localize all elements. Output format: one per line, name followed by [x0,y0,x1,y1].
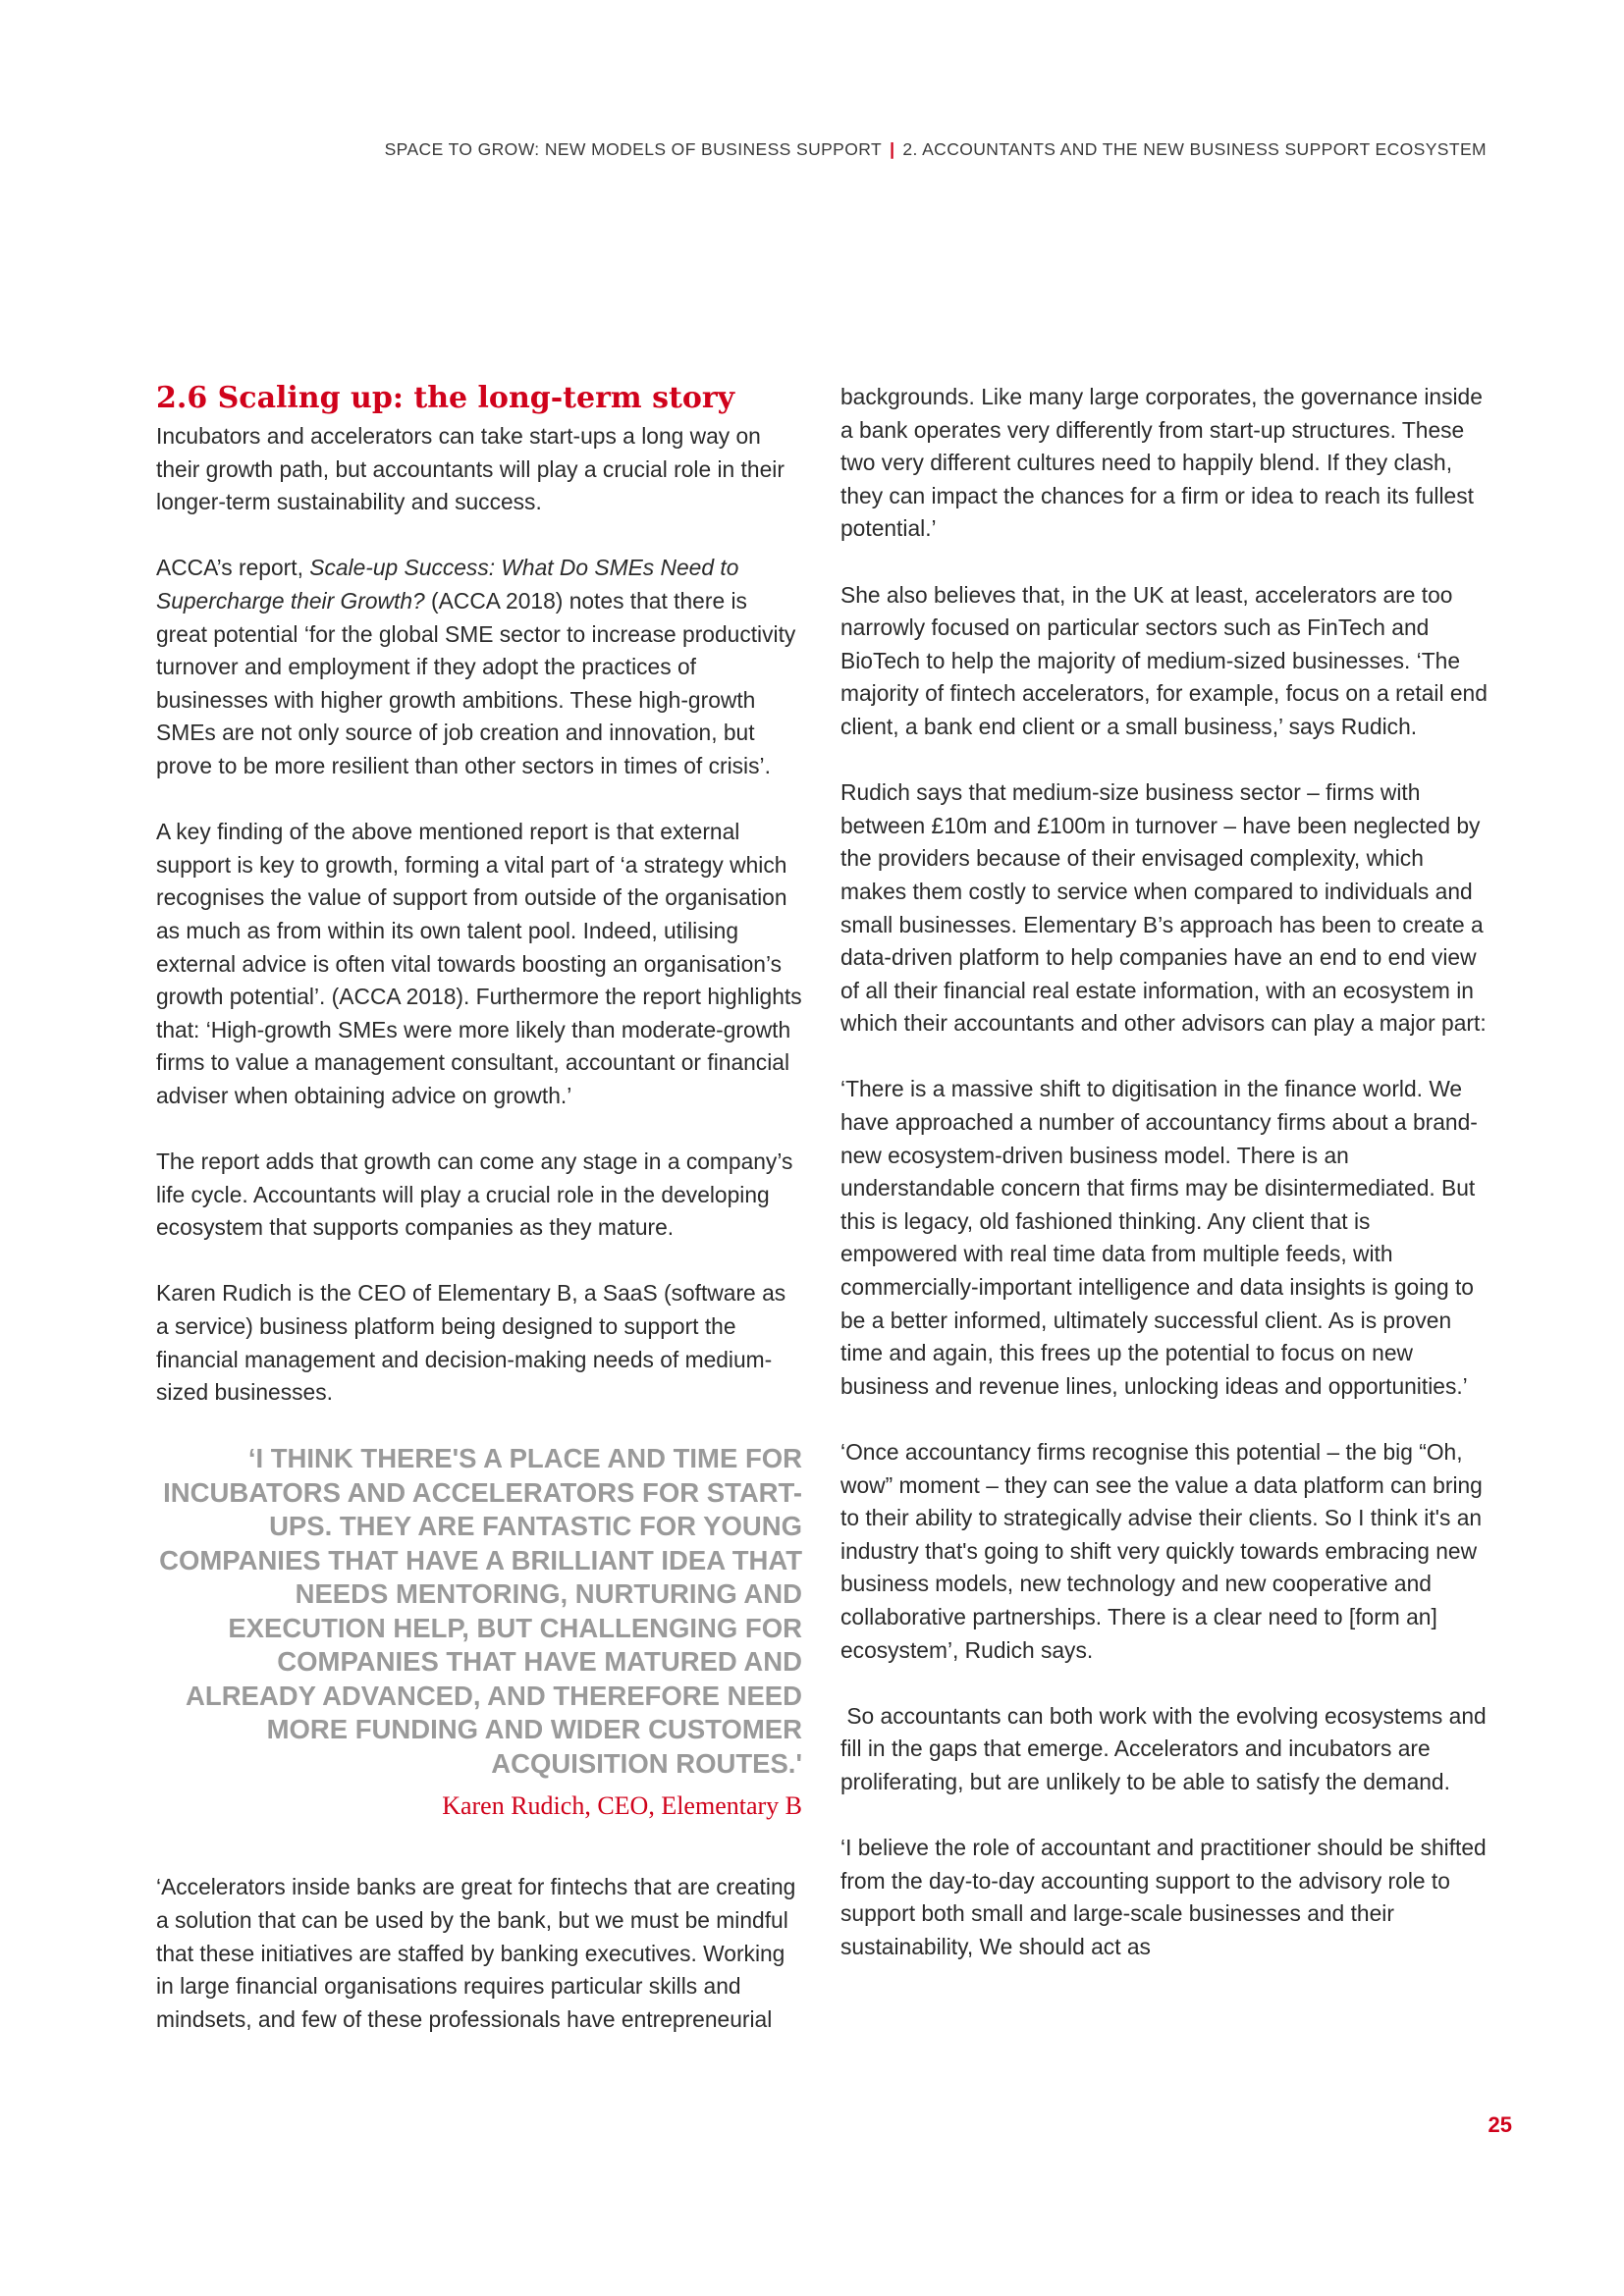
body-paragraph: ‘I believe the role of accountant and practitioner should be shifted from the day-to-day accounting support to the advisory role to support both small and large-scale businesses and their sustainability, We should act as [840,1835,1487,1959]
running-header [385,139,1487,160]
body-paragraph: So accountants can both work with the evolving ecosystems and fill in the gaps that emerge. Accelerators and incubators are proliferating, but are unlikely to be able to satisfy the demand. [840,1702,1493,1794]
body-paragraph: Karen Rudich is the CEO of Elementary B, a SaaS (software as a service) business platform being designed to support the financial management and decision-making needs of medium-sized businesses. [156,1280,786,1406]
body-paragraph [156,552,802,782]
body-paragraph: She also believes that, in the UK at least, accelerators are too narrowly focused on particular sectors such as FinTech and BioTech to help the majority of medium-sized businesses. ‘The majority of fintech accelerators, for example, focus on a retail end client, a bank end client or a small business,’ says Rudich. [840,581,1488,739]
body-paragraph: backgrounds. Like many large corporates, the governance inside a bank operates very differently from start-up structures. These two very different cultures need to happily blend. If they clash, they can impact the chances for a firm or idea to reach its fullest potential.’ [840,384,1483,542]
header-publication-title: SPACE TO GROW: NEW MODELS OF BUSINESS SUPPORT [384,139,883,159]
body-paragraph: Incubators and accelerators can take start-ups a long way on their growth path, but accountants will play a crucial role in their longer-term sustainability and success. [156,423,785,515]
section-title: 2.6 Scaling up: the long-term story [156,381,735,415]
header-chapter-title: 2. ACCOUNTANTS AND THE NEW BUSINESS SUPPORT ECOSYSTEM [902,139,1487,159]
body-paragraph: A key finding of the above mentioned report is that external support is key to growth, forming a vital part of ‘a strategy which recognises the value of support from outside of the organisation as much as from within its own talent pool. Indeed, utilising external advice is often vital towards boosting an organisation’s growth potential’. (ACCA 2018). Furthermore the report highlights that: ‘High-growth SMEs were more likely than moderate-growth firms to value a management consultant, accountant or financial adviser when obtaining advice on growth.’ [156,819,802,1108]
body-paragraph: ‘Accelerators inside banks are great for fintechs that are creating a solution that can be used by the bank, but we must be mindful that these initiatives are staffed by banking executives. Working in large financial organisations requires particular skills and mindsets, and few of these professionals have entrepreneurial [156,1874,796,2032]
body-paragraph: ‘There is a massive shift to digitisation in the finance world. We have approached a number of accountancy firms about a brand-new ecosystem-driven business model. There is an understandable concern that firms may be disintermediated. But this is legacy, old fashioned thinking. Any client that is empowered with real time data from multiple feeds, with commercially-important intelligence and data insights is going to be a better informed, ultimately successful client. As is proven time and again, this frees up the potential to focus on new business and revenue lines, unlocking ideas and opportunities.’ [840,1076,1478,1399]
pull-quote: ‘I THINK THERE'S A PLACE AND TIME FOR INCUBATORS AND ACCELERATORS FOR START-UPS. THEY ARE FANTASTIC FOR YOUNG COMPANIES THAT HAVE A BRILLIANT IDEA THAT NEEDS MENTORING, NURTURING AND EXECUTION HELP, BUT CHALLENGING FOR COMPANIES THAT HAVE MATURED AND ALREADY ADVANCED, AND THEREFORE NEED MORE FUNDING AND WIDER CUSTOMER ACQUISITION ROUTES.' [159,1443,802,1779]
report-title: Scale-up Success: What Do SMEs Need to Supercharge their Growth? [156,555,739,614]
body-paragraph: Rudich says that medium-size business sector – firms with between £10m and £100m in turnover – have been neglected by the providers because of their envisaged complexity, which makes them costly to service when compared to individuals and small businesses. Elementary B’s approach has been to create a data-driven platform to help companies have an end to end view of all their financial real estate information, with an ecosystem in which their accountants and other advisors can play a major part: [840,779,1487,1037]
left-column [156,381,802,2069]
body-paragraph: The report adds that growth can come any stage in a company’s life cycle. Accountants will play a crucial role in the developing ecosystem that supports companies as they mature. [156,1148,793,1241]
body-paragraph: ‘Once accountancy firms recognise this potential – the big “Oh, wow” moment – they can see the value a data platform can bring to their ability to strategically advise their clients. So I think it's an industry that's going to shift very quickly towards embracing new business models, new technology and new cooperative and collaborative partnerships. There is a clear need to [form an] ecosystem’, Rudich says. [840,1439,1483,1663]
report-intro-text: ACCA’s report, [156,555,310,581]
right-column [840,381,1493,1997]
page-number: 25 [1488,2112,1512,2137]
header-separator: | [890,139,895,159]
report-summary-text: (ACCA 2018) notes that there is great potential ‘for the global SME sector to increase productivity turnover and employment if they adopt the practices of businesses with higher growth ambitions. These high-growth SMEs are not only source of job creation and innovation, but prove to be more resilient than other sectors in times of crisis’. [156,587,796,778]
pull-quote-attribution: Karen Rudich, CEO, Elementary B [442,1791,802,1821]
